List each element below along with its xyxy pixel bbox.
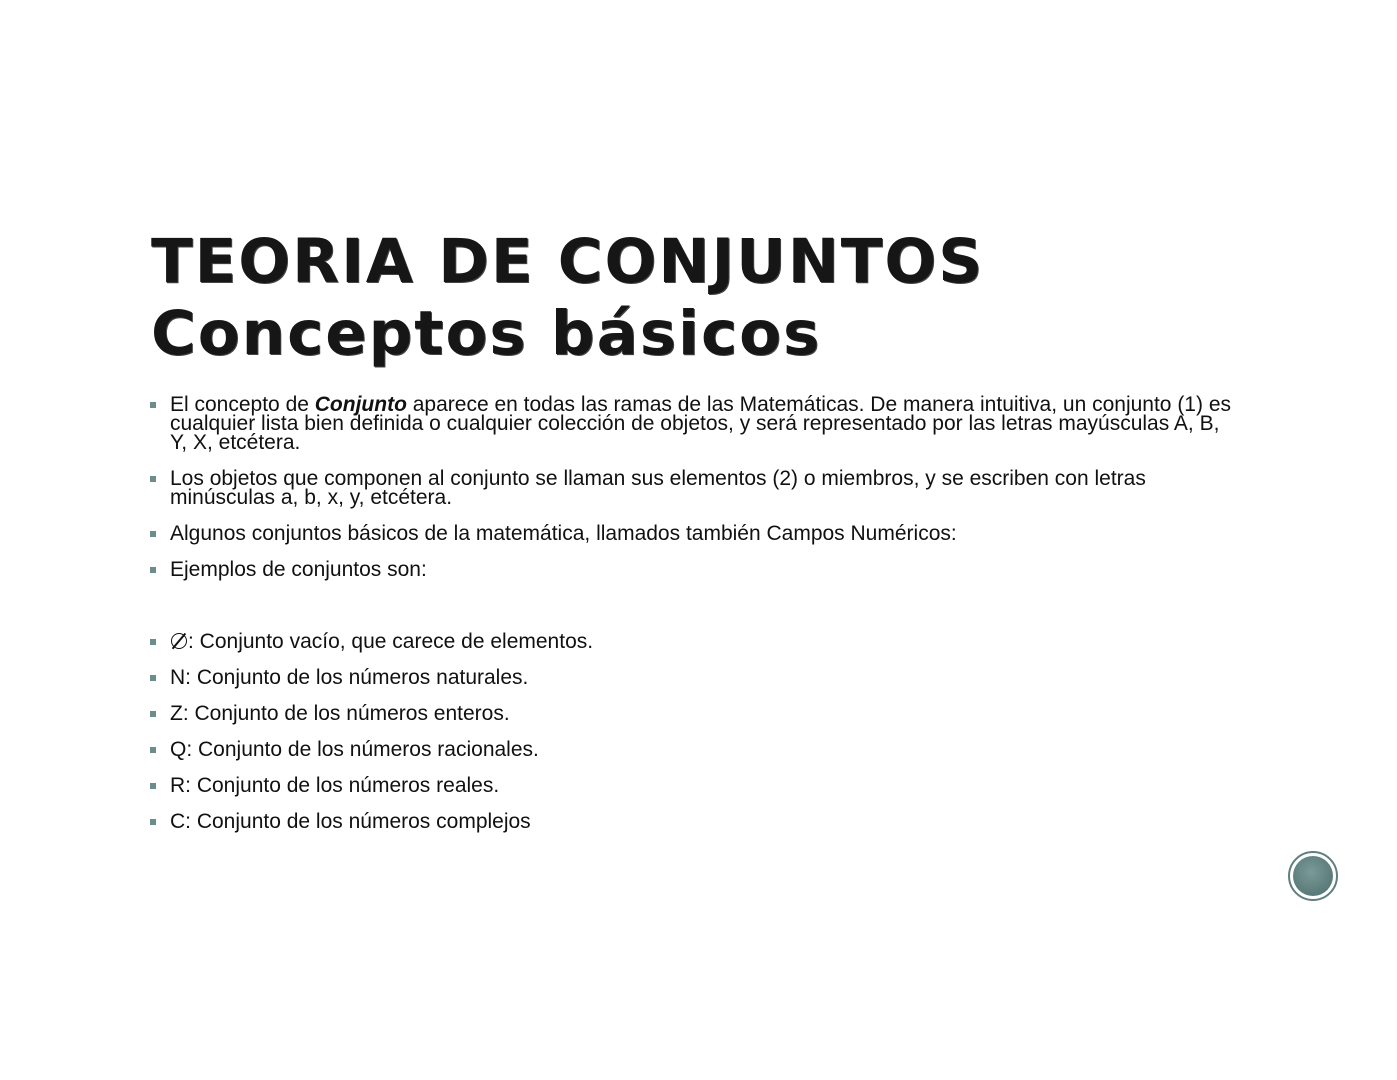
example-item-empty-set — [150, 632, 1240, 651]
example-item-reales — [150, 776, 1240, 795]
bullet-marker-icon — [150, 402, 156, 408]
bullet-marker-icon — [150, 711, 156, 717]
bullet-text: Los objetos que componen al conjunto se llaman sus elementos (2) o miembros, y se escriben con letras minúsculas a, b, x, y, etcétera. — [170, 467, 1146, 509]
bullet-text: C: Conjunto de los números complejos — [170, 810, 531, 833]
conjunto-term: Conjunto — [314, 393, 407, 416]
example-item-complejos — [150, 812, 1240, 831]
bullet-marker-icon — [150, 675, 156, 681]
bullet-text: Q: Conjunto de los números racionales. — [170, 738, 539, 761]
bullet-marker-icon — [150, 476, 156, 482]
slide-title — [151, 226, 984, 370]
circle-nav-fill — [1293, 856, 1333, 896]
bullet-text: N: Conjunto de los números naturales. — [170, 666, 529, 689]
bullet-text: El concepto de Conjunto aparece en todas las ramas de las Matemáticas. De manera intuitiva, un conjunto (1) es cualquier lista bien definida o cualquier colección de objetos, y será representado por las letras mayúsculas A, B, Y, X, etcétera. — [170, 393, 1231, 454]
bullet-marker-icon — [150, 531, 156, 537]
bullet-item-ejemplos — [150, 560, 1240, 579]
circle-nav-icon[interactable] — [1288, 851, 1338, 901]
title-line-2: Conceptos básicos — [151, 298, 822, 369]
bullet-item-elementos — [150, 469, 1240, 507]
bullet-text: Z: Conjunto de los números enteros. — [170, 702, 510, 725]
empty-set-icon — [170, 632, 188, 650]
bullet-text: Algunos conjuntos básicos de la matemática, llamados también Campos Numéricos: — [170, 522, 957, 545]
bullet-text: R: Conjunto de los números reales. — [170, 774, 500, 797]
bullet-marker-icon — [150, 567, 156, 573]
bullet-list — [150, 395, 1240, 848]
bullet-text: Ejemplos de conjuntos son: — [170, 558, 427, 581]
bullet-marker-icon — [150, 639, 156, 645]
title-line-1: TEORIA DE CONJUNTOS — [151, 226, 985, 297]
bullet-marker-icon — [150, 783, 156, 789]
example-item-racionales — [150, 740, 1240, 759]
bullet-item-concepto — [150, 395, 1240, 452]
bullet-item-campos — [150, 524, 1240, 543]
example-item-naturales — [150, 668, 1240, 687]
bullet-marker-icon — [150, 819, 156, 825]
bullet-text: : Conjunto vacío, que carece de elementos. — [170, 632, 1240, 651]
example-item-enteros — [150, 704, 1240, 723]
bullet-marker-icon — [150, 747, 156, 753]
